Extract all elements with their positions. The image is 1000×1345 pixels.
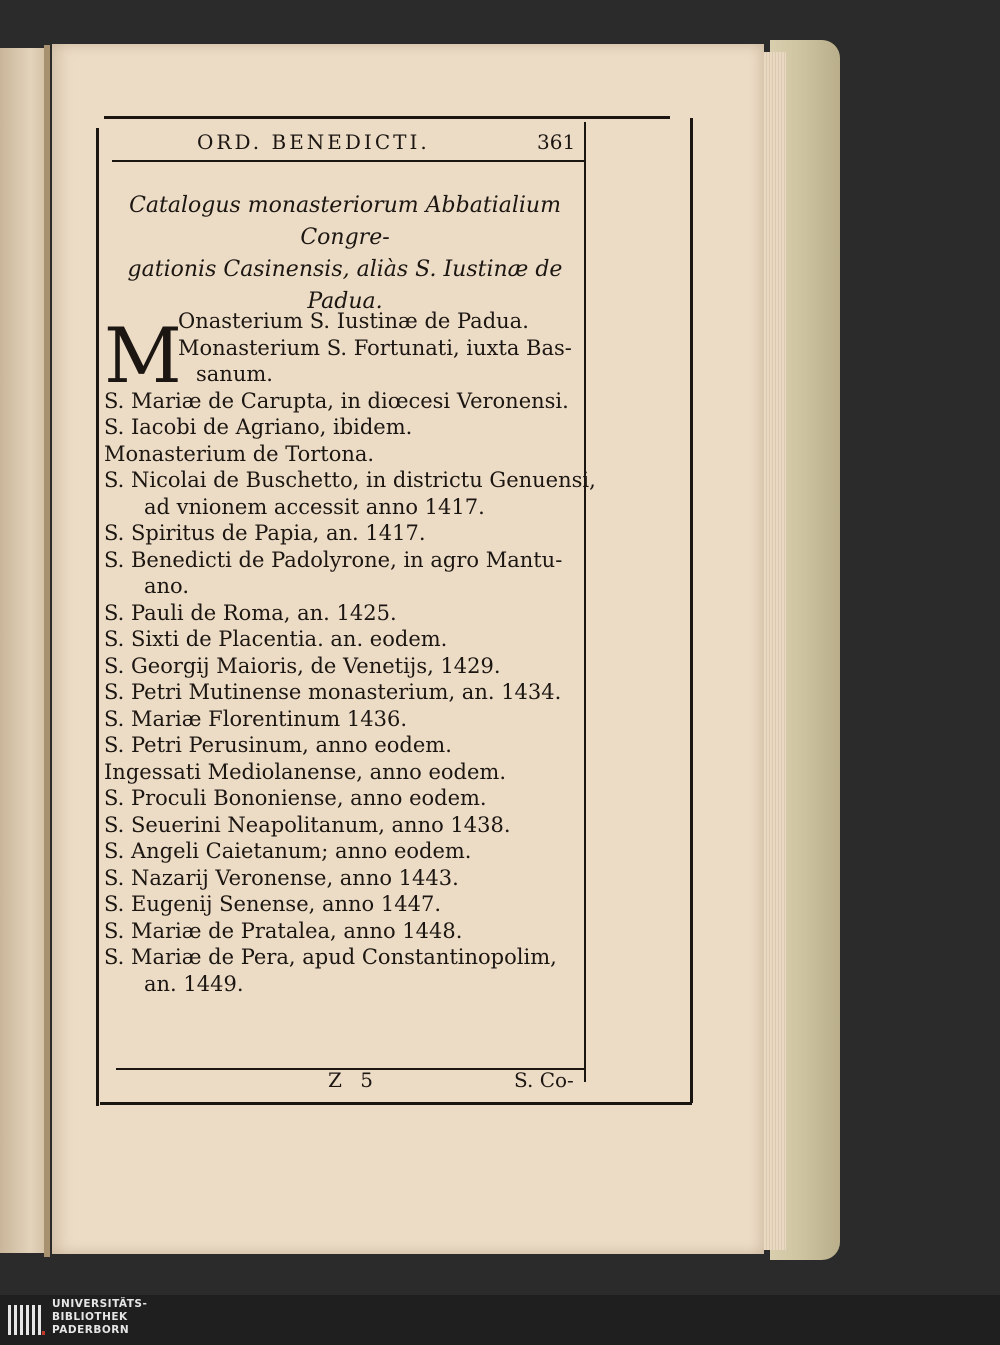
library-line: BIBLIOTHEK — [52, 1311, 128, 1323]
list-item: Monasterium de Tortona. — [104, 441, 375, 466]
header-rule — [112, 160, 584, 162]
library-line: UNIVERSITÄTS- — [52, 1298, 148, 1310]
list-item: Ingessati Mediolanense, anno eodem. — [104, 759, 507, 784]
page-number: 361 — [537, 130, 576, 154]
list-item: S. Seuerini Neapolitanum, anno 1438. — [104, 812, 511, 837]
drop-cap: M — [104, 311, 182, 400]
list-item: an. 1449. — [144, 971, 244, 996]
list-item: S. Proculi Bononiense, anno eodem. — [104, 786, 487, 810]
list-item: ad vnionem accessit anno 1417. — [144, 494, 485, 519]
frame-top-rule — [104, 116, 670, 119]
list-item: S. Sixti de Placentia. an. eodem. — [104, 627, 448, 651]
list-item: sanum. — [196, 362, 273, 386]
list-item: S. Iacobi de Agriano, ibidem. — [104, 415, 413, 439]
signature-mark: Z 5 — [328, 1068, 379, 1092]
page-header — [140, 128, 580, 160]
list-item: S. Nazarij Veronense, anno 1443. — [104, 865, 459, 890]
list-item: S. Eugenij Senense, anno 1447. — [104, 892, 441, 916]
list-item: S. Angeli Caietanum; anno eodem. — [104, 839, 472, 863]
title-line: gationis Casinensis, aliàs S. Iustinæ de — [127, 257, 563, 282]
monastery-list — [104, 308, 594, 997]
list-item: S. Petri Perusinum, anno eodem. — [104, 733, 452, 757]
frame-bottom-rule — [100, 1102, 692, 1105]
list-item: S. Mariæ de Pratalea, anno 1448. — [104, 918, 463, 943]
list-item: S. Nicolai de Buschetto, in districtu Genuensi, — [104, 468, 596, 492]
library-name — [52, 1298, 147, 1337]
frame-right-rule-outer — [690, 118, 693, 1103]
list-item: S. Petri Mutinense monasterium, an. 1434. — [104, 680, 562, 704]
title-line: Catalogus monasteriorum Abbatialium Congre- — [129, 193, 561, 250]
catalogue-title — [100, 190, 590, 318]
catchword: S. Co- — [514, 1068, 574, 1092]
list-item: S. Spiritus de Papia, an. 1417. — [104, 521, 426, 545]
library-line: PADERBORN — [52, 1324, 130, 1336]
list-item: S. Mariæ de Pera, apud Constantinopolim, — [104, 945, 557, 969]
library-logo-icon — [6, 1301, 46, 1339]
list-item: ano. — [144, 574, 189, 598]
title-line: Padua. — [307, 289, 383, 314]
running-head: ORD. BENEDICTI. — [197, 130, 430, 154]
gutter — [44, 45, 50, 1257]
list-item: Monasterium S. Fortunati, iuxta Bas- — [178, 335, 572, 360]
frame-left-rule — [96, 128, 99, 1106]
list-item: S. Mariæ Florentinum 1436. — [104, 706, 408, 731]
list-item: Onasterium S. Iustinæ de Padua. — [178, 309, 529, 333]
list-item: S. Benedicti de Padolyrone, in agro Mantu- — [104, 547, 563, 572]
facing-page — [0, 48, 46, 1253]
page-footer — [100, 1066, 590, 1098]
list-item: S. Mariæ de Carupta, in diœcesi Veronensi. — [104, 388, 569, 413]
library-watermark-bar — [0, 1295, 1000, 1345]
list-item: S. Georgij Maioris, de Venetijs, 1429. — [104, 653, 501, 678]
list-item: S. Pauli de Roma, an. 1425. — [104, 600, 397, 625]
